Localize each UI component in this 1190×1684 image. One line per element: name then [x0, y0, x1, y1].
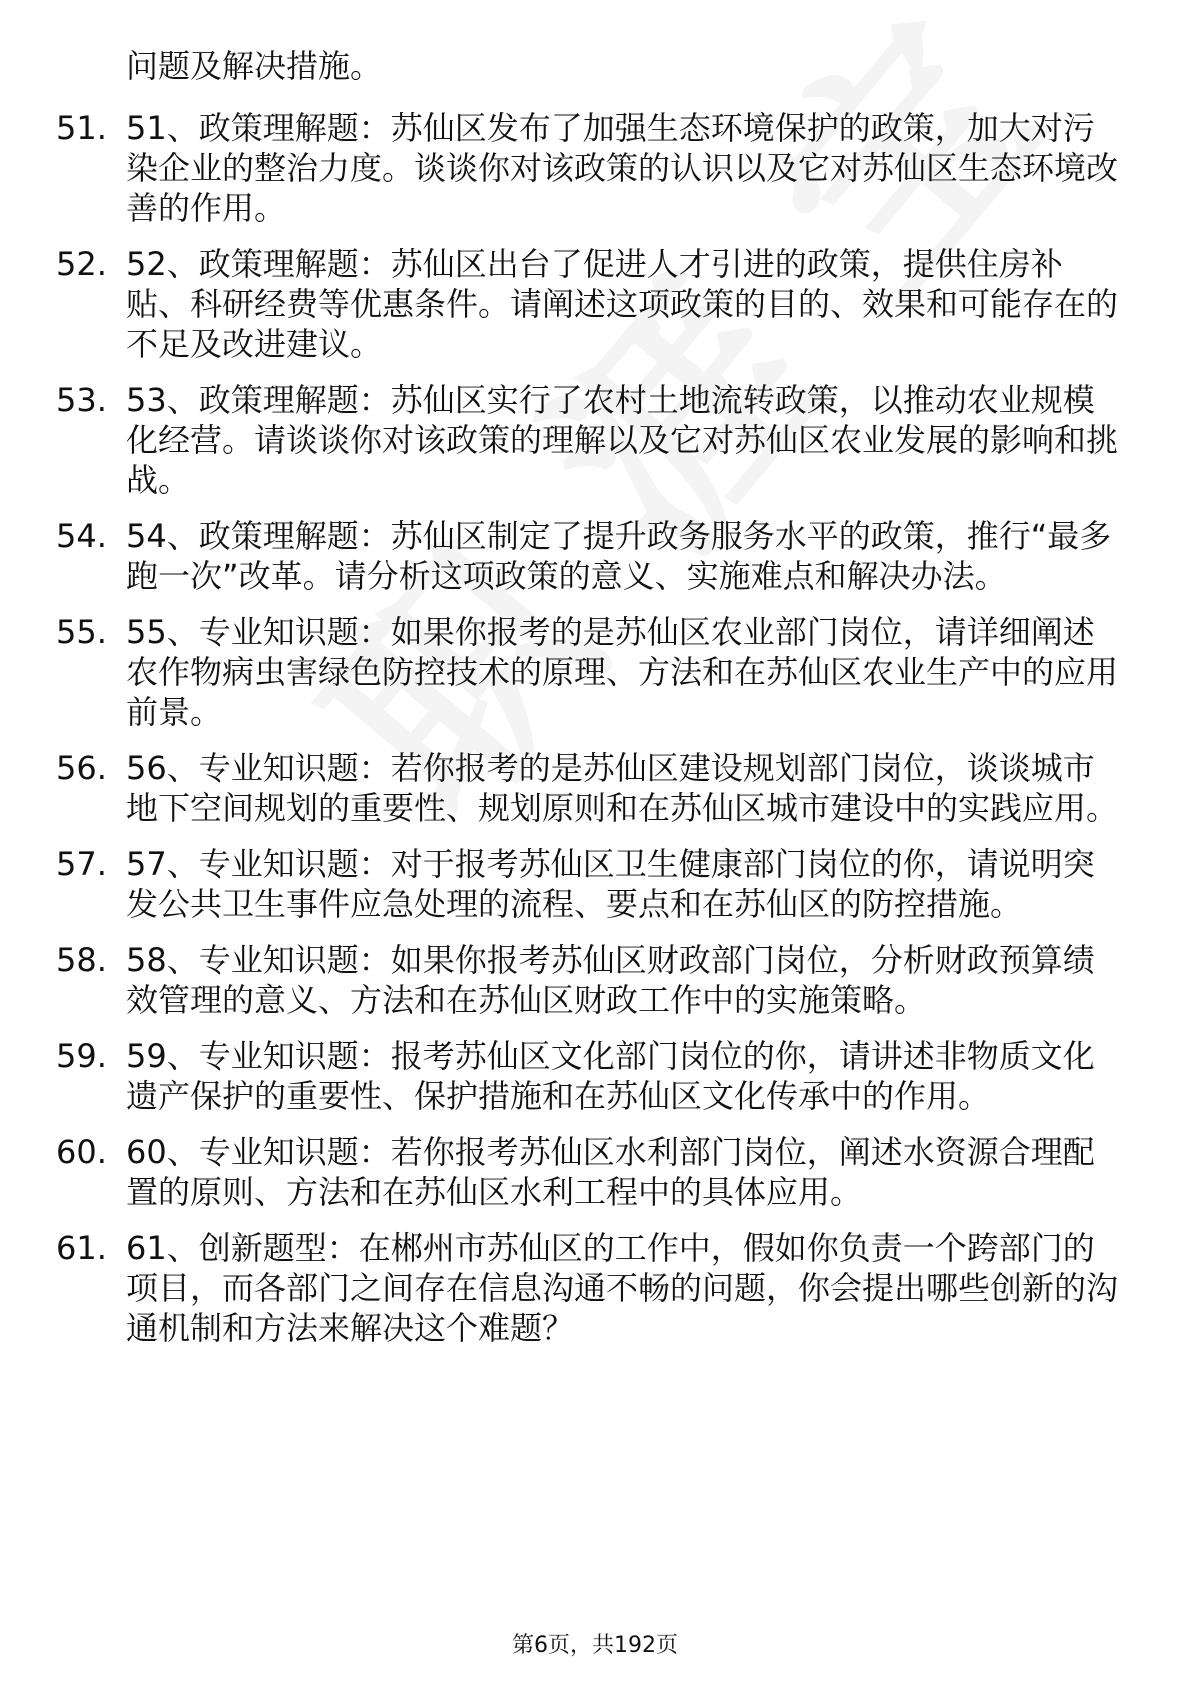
question-item	[56, 940, 1120, 1020]
question-number: 56.	[56, 749, 107, 787]
question-item	[56, 748, 1120, 828]
question-text: 61、创新题型：在郴州市苏仙区的工作中，假如你负责一个跨部门的项目，而各部门之间存在信息沟通不畅的问题，你会提出哪些创新的沟通机制和方法来解决这个难题？	[126, 1229, 1119, 1347]
question-number: 59.	[56, 1037, 107, 1075]
question-item	[56, 1036, 1120, 1116]
question-number: 51.	[56, 109, 107, 147]
question-item	[56, 380, 1120, 500]
question-number: 52.	[56, 245, 107, 283]
question-number: 54.	[56, 517, 107, 555]
question-text: 56、专业知识题：若你报考的是苏仙区建设规划部门岗位，谈谈城市地下空间规划的重要性、规划原则和在苏仙区城市建设中的实践应用。	[126, 749, 1119, 827]
question-text: 51、政策理解题：苏仙区发布了加强生态环境保护的政策，加大对污染企业的整治力度。谈谈你对该政策的认识以及它对苏仙区生态环境改善的作用。	[126, 109, 1119, 227]
question-text: 54、政策理解题：苏仙区制定了提升政务服务水平的政策，推行“最多跑一次”改革。请分析这项政策的意义、实施难点和解决办法。	[126, 517, 1112, 595]
question-item	[56, 1228, 1120, 1348]
question-item	[56, 1132, 1120, 1212]
question-text: 59、专业知识题：报考苏仙区文化部门岗位的你，请讲述非物质文化遗产保护的重要性、保护措施和在苏仙区文化传承中的作用。	[126, 1037, 1095, 1115]
continued-text: 问题及解决措施。	[126, 47, 383, 85]
question-item	[56, 612, 1120, 732]
question-item	[56, 108, 1120, 228]
question-item	[56, 844, 1120, 924]
question-number: 61.	[56, 1229, 107, 1267]
question-text: 53、政策理解题：苏仙区实行了农村土地流转政策，以推动农业规模化经营。请谈谈你对该政策的理解以及它对苏仙区农业发展的影响和挑战。	[126, 381, 1119, 499]
question-text: 55、专业知识题：如果你报考的是苏仙区农业部门岗位，请详细阐述农作物病虫害绿色防控技术的原理、方法和在苏仙区农业生产中的应用前景。	[126, 613, 1119, 731]
question-number: 57.	[56, 845, 107, 883]
question-number: 58.	[56, 941, 107, 979]
question-number: 53.	[56, 381, 107, 419]
question-text: 57、专业知识题：对于报考苏仙区卫生健康部门岗位的你，请说明突发公共卫生事件应急处理的流程、要点和在苏仙区的防控措施。	[126, 845, 1095, 923]
question-text: 58、专业知识题：如果你报考苏仙区财政部门岗位，分析财政预算绩效管理的意义、方法和在苏仙区财政工作中的实施策略。	[126, 941, 1095, 1019]
question-item	[56, 244, 1120, 364]
question-text: 60、专业知识题：若你报考苏仙区水利部门岗位，阐述水资源合理配置的原则、方法和在苏仙区水利工程中的具体应用。	[126, 1133, 1095, 1211]
question-list	[56, 108, 1120, 1364]
question-number: 55.	[56, 613, 107, 651]
question-number: 60.	[56, 1133, 107, 1171]
question-item	[56, 516, 1120, 596]
page-footer: 第6页，共192页	[512, 1633, 678, 1658]
question-text: 52、政策理解题：苏仙区出台了促进人才引进的政策，提供住房补贴、科研经费等优惠条件。请阐述这项政策的目的、效果和可能存在的不足及改进建议。	[126, 245, 1119, 363]
